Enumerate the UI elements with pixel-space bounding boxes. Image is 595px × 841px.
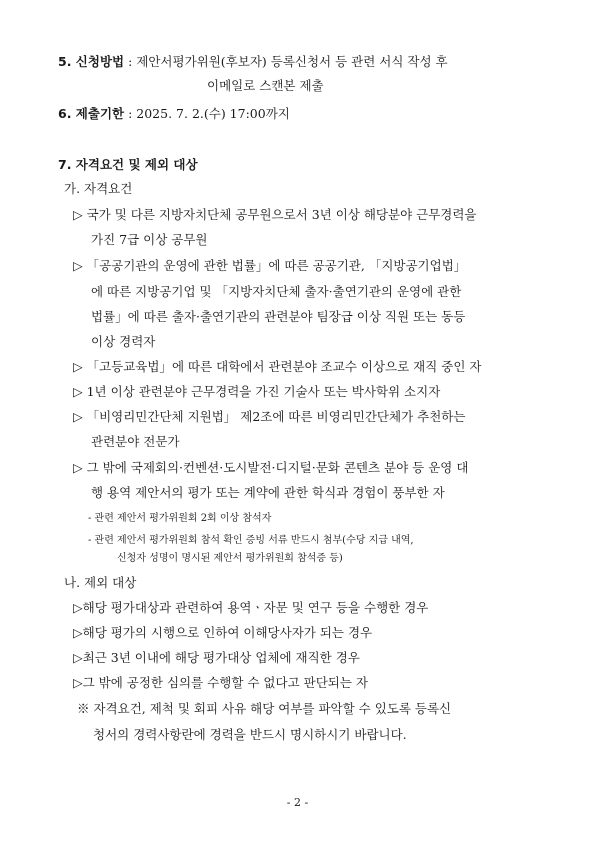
section-5-label: 5. 신청방법 (58, 54, 125, 69)
qualification-note-1: - 관련 제안서 평가위원회 2회 이상 참석자 (88, 513, 272, 524)
qualification-item-2-cont-2: 법률」에 따른 출자·출연기관의 관련분야 팀장급 이상 직원 또는 동등 (91, 309, 466, 324)
qualification-note-2: - 관련 제안서 평가위원회 참석 확인 증빙 서류 반드시 첨부(수당 지급 내역, (88, 535, 414, 546)
section-5-row (58, 54, 448, 70)
qualification-item-3: ▷ 「고등교육법」에 따른 대학에서 관련분야 조교수 이상으로 재직 중인 자 (73, 359, 482, 374)
qualification-item-5: ▷ 「비영리민간단체 지원법」 제2조에 따른 비영리민간단체가 추천하는 (73, 409, 466, 424)
qualification-item-2-cont-1: 에 따른 지방공기업 및 「지방자치단체 출자·출연기관의 운영에 관한 (91, 284, 462, 299)
section-6-row (58, 106, 290, 122)
exclusion-item-3: ▷최근 3년 이내에 해당 평가대상 업체에 재직한 경우 (73, 650, 360, 665)
qualification-item-1-cont: 가진 7급 이상 공무원 (91, 232, 208, 247)
qualification-item-2: ▷ 「공공기관의 운영에 관한 법률」에 따른 공공기관, 「지방공기업법」 (73, 258, 467, 273)
section-6-separator: : (124, 106, 137, 121)
exclusion-item-2: ▷해당 평가의 시행으로 인하여 이해당사자가 되는 경우 (73, 625, 373, 640)
qualification-item-2-cont-3: 이상 경력자 (91, 334, 156, 349)
section-7-title: 7. 자격요건 및 제외 대상 (58, 157, 198, 172)
page-number: - 2 - (286, 796, 309, 809)
exclusion-remark: ※ 자격요건, 제척 및 회피 사유 해당 여부를 파악할 수 있도록 등록신 (77, 701, 452, 716)
section-6-label: 6. 제출기한 (58, 106, 125, 121)
exclusion-item-4: ▷그 밖에 공정한 심의를 수행할 수 없다고 판단되는 자 (73, 675, 368, 690)
qualification-item-6-cont: 행 용역 제안서의 평가 또는 계약에 관한 학식과 경험이 풍부한 자 (91, 485, 445, 500)
qualification-item-4: ▷ 1년 이상 관련분야 근무경력을 가진 기술사 또는 박사학위 소지자 (73, 384, 441, 399)
qualification-item-1: ▷ 국가 및 다른 지방자치단체 공무원으로서 3년 이상 해당분야 근무경력을 (73, 207, 477, 222)
exclusion-item-1: ▷해당 평가대상과 관련하여 용역ㆍ자문 및 연구 등을 수행한 경우 (73, 600, 429, 615)
section-5-text: 제안서평가위원(후보자) 등록신청서 등 관련 서식 작성 후 (136, 54, 448, 69)
qualification-heading: 가. 자격요건 (64, 181, 133, 196)
section-5-text-continued: 이메일로 스캔본 제출 (207, 78, 324, 93)
qualification-item-5-cont: 관련분야 전문가 (91, 434, 180, 449)
qualification-note-2-cont: 신청자 성명이 명시된 제안서 평가위원회 참석증 등) (117, 553, 343, 564)
exclusion-remark-cont: 청서의 경력사항란에 경력을 반드시 명시하시기 바랍니다. (93, 727, 407, 742)
section-6-text: 2025. 7. 2.(수) 17:00까지 (136, 106, 290, 121)
section-5-separator: : (124, 54, 137, 69)
qualification-item-6: ▷ 그 밖에 국제회의·컨벤션·도시발전·디지털·문화 콘텐츠 분야 등 운영 대 (73, 460, 469, 475)
exclusion-heading: 나. 제외 대상 (64, 575, 137, 590)
